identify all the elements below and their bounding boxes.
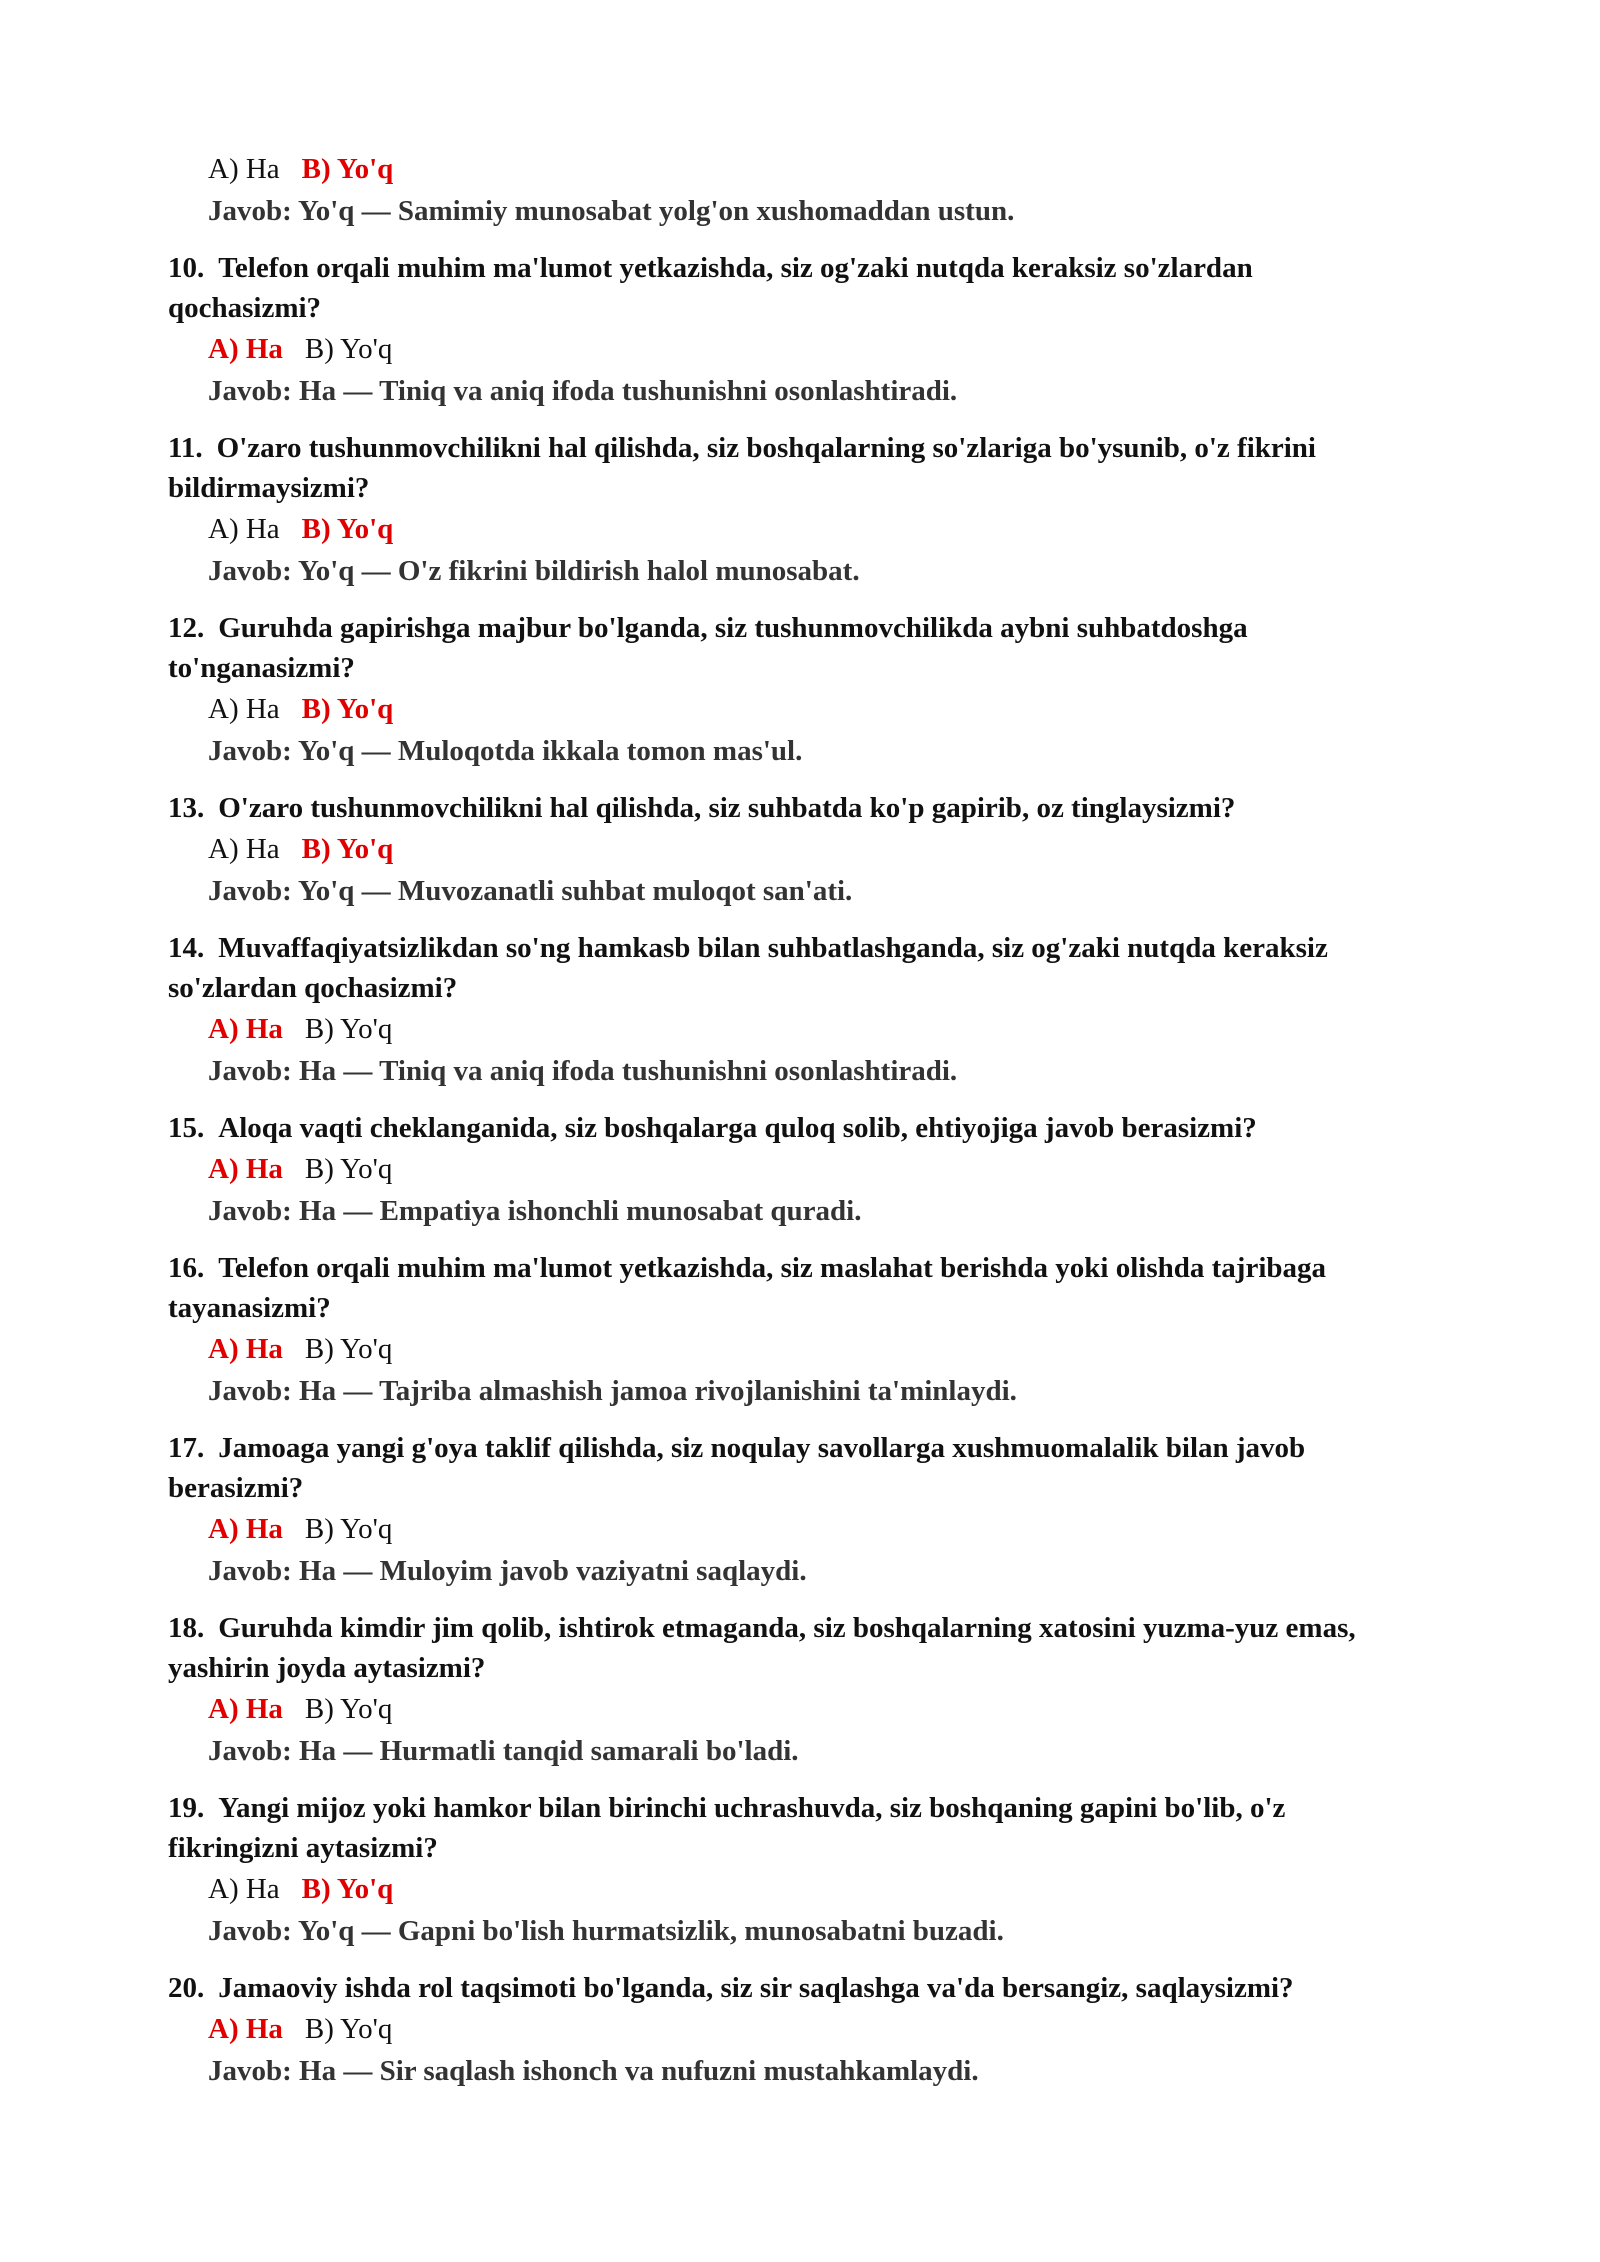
option-a: A) Ha bbox=[208, 153, 280, 185]
question-block bbox=[168, 788, 1408, 912]
options-row bbox=[208, 328, 1408, 370]
option-a-correct: A) Ha bbox=[208, 2013, 283, 2045]
question-block bbox=[168, 1248, 1408, 1412]
option-b: B) Yo'q bbox=[304, 333, 393, 365]
options-row bbox=[208, 1868, 1408, 1910]
question-label: Yangi mijoz yoki hamkor bilan birinchi uchrashuvda, siz boshqaning gapini bo'lib, o'z fikringizni aytasizmi? bbox=[168, 1792, 1286, 1864]
options-row bbox=[208, 1328, 1408, 1370]
option-b: B) Yo'q bbox=[304, 2013, 393, 2045]
question-number: 13. bbox=[168, 792, 205, 824]
question-text bbox=[168, 788, 1408, 828]
options-row bbox=[208, 2008, 1408, 2050]
option-b-correct: B) Yo'q bbox=[301, 513, 394, 545]
option-b: B) Yo'q bbox=[304, 1513, 393, 1545]
answer-line: Javob: Ha — Empatiya ishonchli munosabat quradi. bbox=[208, 1195, 862, 1227]
options-row bbox=[208, 508, 1408, 550]
option-a: A) Ha bbox=[208, 1873, 280, 1905]
question-number: 15. bbox=[168, 1112, 205, 1144]
option-b: B) Yo'q bbox=[304, 1153, 393, 1185]
question-label: Jamaoviy ishda rol taqsimoti bo'lganda, siz sir saqlashga va'da bersangiz, saqlaysizmi? bbox=[218, 1972, 1294, 2004]
options-row bbox=[208, 1508, 1408, 1550]
question-9-continuation bbox=[168, 148, 1408, 232]
question-block bbox=[168, 428, 1408, 592]
option-b: B) Yo'q bbox=[304, 1013, 393, 1045]
question-text bbox=[168, 1428, 1408, 1508]
option-a: A) Ha bbox=[208, 833, 280, 865]
question-number: 14. bbox=[168, 932, 205, 964]
answer-line: Javob: Yo'q — Gapni bo'lish hurmatsizlik, munosabatni buzadi. bbox=[208, 1915, 1004, 1947]
question-text bbox=[168, 428, 1408, 508]
option-a: A) Ha bbox=[208, 693, 280, 725]
question-label: Telefon orqali muhim ma'lumot yetkazishda, siz maslahat berishda yoki olishda tajribaga tayanasizmi? bbox=[168, 1252, 1327, 1324]
question-label: O'zaro tushunmovchilikni hal qilishda, siz boshqalarning so'zlariga bo'ysunib, o'z fikrini bildirmaysizmi? bbox=[168, 432, 1316, 504]
question-text bbox=[168, 1788, 1408, 1868]
question-number: 12. bbox=[168, 612, 205, 644]
option-b: B) Yo'q bbox=[304, 1693, 393, 1725]
options-row bbox=[208, 1008, 1408, 1050]
option-a-correct: A) Ha bbox=[208, 1333, 283, 1365]
option-a: A) Ha bbox=[208, 513, 280, 545]
answer-line: Javob: Ha — Hurmatli tanqid samarali bo'ladi. bbox=[208, 1735, 799, 1767]
option-b-correct: B) Yo'q bbox=[301, 1873, 394, 1905]
answer-line: Javob: Yo'q — O'z fikrini bildirish halol munosabat. bbox=[208, 555, 860, 587]
question-text bbox=[168, 608, 1408, 688]
question-label: Muvaffaqiyatsizlikdan so'ng hamkasb bilan suhbatlashganda, siz og'zaki nutqda keraksiz so'zlardan qochasizmi? bbox=[168, 932, 1328, 1004]
document-page bbox=[168, 148, 1408, 2092]
options-row bbox=[208, 1688, 1408, 1730]
answer-line: Javob: Yo'q — Muloqotda ikkala tomon mas'ul. bbox=[208, 735, 803, 767]
options-row bbox=[208, 148, 1408, 190]
answer-line: Javob: Ha — Tiniq va aniq ifoda tushunishni osonlashtiradi. bbox=[208, 1055, 958, 1087]
option-b: B) Yo'q bbox=[304, 1333, 393, 1365]
question-list bbox=[168, 248, 1408, 2092]
answer-line: Javob: Ha — Tiniq va aniq ifoda tushunishni osonlashtiradi. bbox=[208, 375, 958, 407]
option-b-correct: B) Yo'q bbox=[301, 153, 394, 185]
option-b-correct: B) Yo'q bbox=[301, 693, 394, 725]
option-a-correct: A) Ha bbox=[208, 1693, 283, 1725]
answer-line: Javob: Yo'q — Muvozanatli suhbat muloqot san'ati. bbox=[208, 875, 853, 907]
answer-line: Javob: Ha — Muloyim javob vaziyatni saqlaydi. bbox=[208, 1555, 807, 1587]
question-block bbox=[168, 1428, 1408, 1592]
question-block bbox=[168, 928, 1408, 1092]
options-row bbox=[208, 828, 1408, 870]
question-block bbox=[168, 1608, 1408, 1772]
question-block bbox=[168, 248, 1408, 412]
question-text bbox=[168, 1608, 1408, 1688]
question-number: 16. bbox=[168, 1252, 205, 1284]
question-number: 17. bbox=[168, 1432, 205, 1464]
options-row bbox=[208, 1148, 1408, 1190]
options-row bbox=[208, 688, 1408, 730]
question-label: Guruhda gapirishga majbur bo'lganda, siz tushunmovchilikda aybni suhbatdoshga to'nganasizmi? bbox=[168, 612, 1248, 684]
question-number: 19. bbox=[168, 1792, 205, 1824]
question-text bbox=[168, 1968, 1408, 2008]
option-a-correct: A) Ha bbox=[208, 1013, 283, 1045]
answer-line: Javob: Ha — Sir saqlash ishonch va nufuzni mustahkamlaydi. bbox=[208, 2055, 979, 2087]
question-block bbox=[168, 1968, 1408, 2092]
question-label: Aloqa vaqti cheklanganida, siz boshqalarga quloq solib, ehtiyojiga javob berasizmi? bbox=[218, 1112, 1257, 1144]
question-text bbox=[168, 248, 1408, 328]
question-label: Jamoaga yangi g'oya taklif qilishda, siz noqulay savollarga xushmuomalalik bilan javob berasizmi? bbox=[168, 1432, 1306, 1504]
question-text bbox=[168, 1108, 1408, 1148]
question-label: Guruhda kimdir jim qolib, ishtirok etmaganda, siz boshqalarning xatosini yuzma-yuz emas, yashirin joyda aytasizmi? bbox=[168, 1612, 1356, 1684]
question-number: 10. bbox=[168, 252, 205, 284]
question-number: 18. bbox=[168, 1612, 205, 1644]
option-a-correct: A) Ha bbox=[208, 1153, 283, 1185]
answer-line: Javob: Yo'q — Samimiy munosabat yolg'on xushomaddan ustun. bbox=[208, 195, 1015, 227]
option-a-correct: A) Ha bbox=[208, 333, 283, 365]
answer-line: Javob: Ha — Tajriba almashish jamoa rivojlanishini ta'minlaydi. bbox=[208, 1375, 1017, 1407]
option-b-correct: B) Yo'q bbox=[301, 833, 394, 865]
question-number: 11. bbox=[168, 432, 203, 464]
option-a-correct: A) Ha bbox=[208, 1513, 283, 1545]
question-text bbox=[168, 928, 1408, 1008]
question-block bbox=[168, 608, 1408, 772]
question-text bbox=[168, 1248, 1408, 1328]
question-block bbox=[168, 1788, 1408, 1952]
question-number: 20. bbox=[168, 1972, 205, 2004]
question-label: O'zaro tushunmovchilikni hal qilishda, siz suhbatda ko'p gapirib, oz tinglaysizmi? bbox=[218, 792, 1236, 824]
question-label: Telefon orqali muhim ma'lumot yetkazishda, siz og'zaki nutqda keraksiz so'zlardan qochasizmi? bbox=[168, 252, 1253, 324]
question-block bbox=[168, 1108, 1408, 1232]
